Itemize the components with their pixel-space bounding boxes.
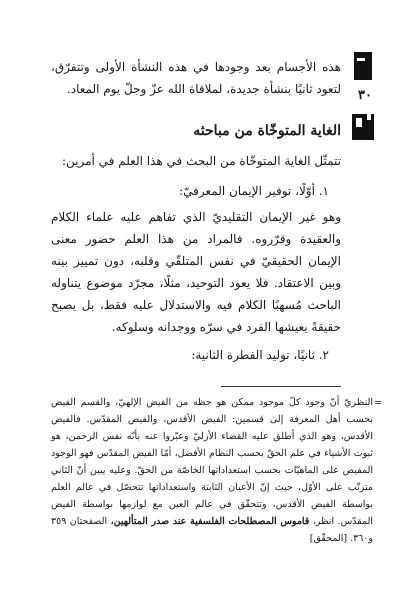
footnote-pages: الصفحتان ٣٥٩ و٣٦٠. [المحقّق] (51, 516, 373, 544)
footnote-continuation-marker: = (374, 398, 383, 409)
page-number: ٣٠ (358, 88, 372, 103)
section-intro: تتمثّل الغاية المتوخّاة من البحث في هذا العلم في أمرين: (61, 154, 341, 168)
intro-paragraph: هذه الأجسام بعد وجودها في هذه النشأة الأولى وتتفرّق، لتعود ثانيًا بنشأة جديدة، لملاقاة الله عزّ وجلّ يوم المعاد. (51, 60, 341, 96)
footnote-source-title: قاموس المصطلحات الفلسفية عند صدر المتألهين، (110, 516, 310, 527)
section-heading: الغاية المتوخّاة من مباحثه (193, 123, 341, 139)
chapter-tab-marker (354, 52, 372, 80)
list-item-2: ٢. ثانيًا، توليد الفطرة الثانية: (191, 348, 329, 362)
footnote-text: النظريّ أنّ وجود كلّ موجود ممكن هو حظه من الفيض الإلهيّ، والقسم الفيض بحسب أهل المعرفة إلى قسمين: الفيض الأقدس، والفيض المقدّس. فالفيض الأقدس، وهو الذي أطلق عليه القضاء الأزليّ وعبّروا عنه بأنّه نفس الرحمن، هو ثبوت الأشياء في علم الحقّ بحسب النظام الأفضل، أمّا الفيض المقدّس فهو الوجود المفيض على الماهيّات بحسب استعداداتها الخاصّة من الحقّ. وعليه يبين أنّ الثاني مترتّب على الأوّل، حيث إنّ الأعيان الثابتة واستعداداتها تتحصّل في عالم العلم بواسطة الفيض الأقدس، وتتحقّق في عالم العين مع لوازمها بواسطة الفيض المقدّس. انظر، (51, 397, 373, 527)
list-item-1: ١. أوّلًا، توفير الإيمان المعرفيّ: (179, 184, 329, 198)
footnote-divider (221, 386, 341, 387)
paragraph-faith: وهو غير الإيمان التقليديّ الذي تفاهم عليه علماء الكلام والعقيدة وقرّروه. فالمراد من هذا العلم حضور معنى الإيمان الحقيقيّ في نفس المتلقّي وقلبه، دون تمييز بينه وبين الاعتقاد. فلا يعود التوحيد، مثلًا، مجرّد موضوع يتناوله الباحث مُسهبًا الكلام فيه والاستدلال عليه فقط، بل يصبح حقيقةً يعيشها الفرد في سرّه ووجدانه وسلوكه. (51, 210, 341, 334)
footnote (51, 394, 373, 547)
section-tab-marker (352, 114, 374, 140)
